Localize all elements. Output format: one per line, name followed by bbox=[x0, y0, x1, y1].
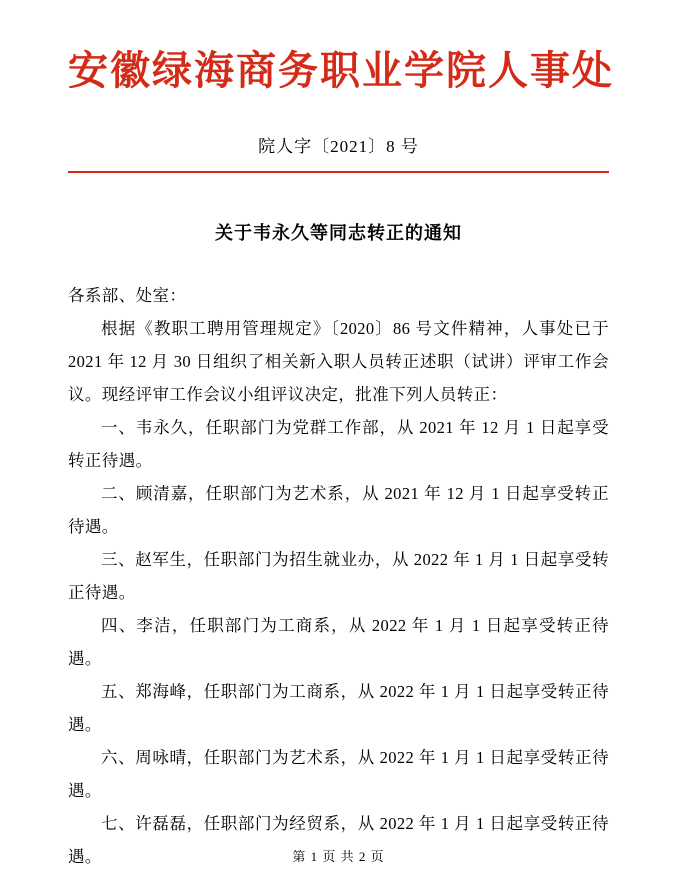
document-body bbox=[68, 279, 609, 873]
body-paragraph: 七、许磊磊，任职部门为经贸系，从 2022 年 1 月 1 日起享受转正待遇。 bbox=[68, 814, 609, 866]
document-header bbox=[68, 0, 614, 96]
document-subject: 关于韦永久等同志转正的通知 bbox=[215, 223, 462, 243]
body-paragraph: 一、韦永久，任职部门为党群工作部，从 2021 年 12 月 1 日起享受转正待遇。 bbox=[68, 418, 609, 470]
body-paragraph: 四、李洁，任职部门为工商系，从 2022 年 1 月 1 日起享受转正待遇。 bbox=[68, 616, 609, 668]
page-footer: 第 1 页 共 2 页 bbox=[292, 849, 385, 864]
red-divider bbox=[68, 171, 609, 173]
page-title: 安徽绿海商务职业学院人事处 bbox=[68, 48, 614, 93]
body-paragraph: 二、顾清嘉，任职部门为艺术系，从 2021 年 12 月 1 日起享受转正待遇。 bbox=[68, 484, 609, 536]
body-paragraph: 五、郑海峰，任职部门为工商系，从 2022 年 1 月 1 日起享受转正待遇。 bbox=[68, 682, 609, 734]
body-paragraph: 六、周咏晴，任职部门为艺术系，从 2022 年 1 月 1 日起享受转正待遇。 bbox=[68, 748, 609, 800]
body-paragraph: 三、赵军生，任职部门为招生就业办，从 2022 年 1 月 1 日起享受转正待遇。 bbox=[68, 550, 609, 602]
body-paragraph: 根据《教职工聘用管理规定》〔2020〕86 号文件精神，人事处已于 2021 年 12 月 30 日组织了相关新入职人员转正述职（试讲）评审工作会议。现经评审工作会议小组评议决定，批准下列人员转正： bbox=[68, 319, 609, 404]
document-number: 院人字〔2021〕8 号 bbox=[258, 137, 419, 156]
salutation: 各系部、处室： bbox=[68, 286, 187, 305]
